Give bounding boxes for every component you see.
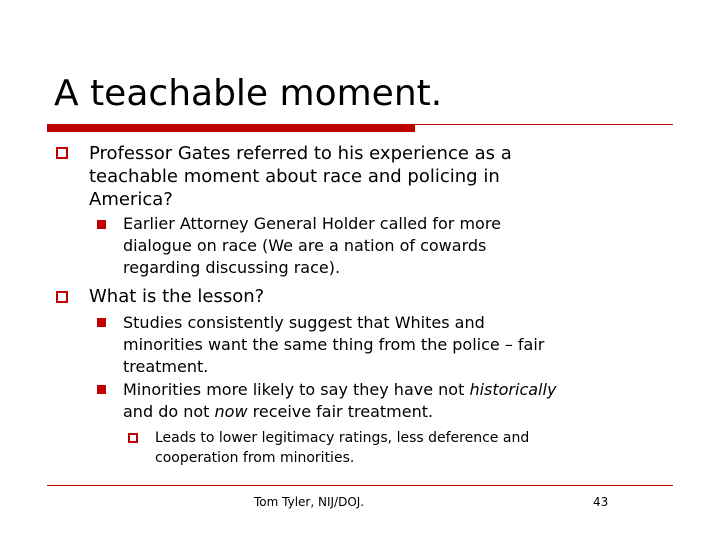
- filled-square-bullet-icon: [97, 220, 106, 229]
- bullet-1-line-3: America?: [89, 189, 173, 210]
- sub-bullet-3-line-2-text: and do not: [123, 402, 215, 421]
- footer-divider: [47, 485, 673, 486]
- sub-bullet-2-line-3: treatment.: [123, 357, 209, 376]
- sub-bullet-2-line-1: Studies consistently suggest that Whites and: [123, 313, 485, 332]
- sub-bullet-3-emphasis-historically: historically: [469, 380, 557, 399]
- hollow-square-bullet-icon: [128, 433, 138, 443]
- sub-bullet-1-line-1: Earlier Attorney General Holder called for more: [123, 214, 501, 233]
- hollow-square-bullet-icon: [56, 147, 68, 159]
- sub-bullet-3-line-1-text: Minorities more likely to say they have not: [123, 380, 470, 399]
- sub-bullet-1-line-3: regarding discussing race).: [123, 258, 341, 277]
- footer-credit: Tom Tyler, NIJ/DOJ.: [254, 495, 365, 509]
- sub-bullet-1-line-2: dialogue on race (We are a nation of cowards: [123, 236, 487, 255]
- filled-square-bullet-icon: [97, 385, 106, 394]
- page-number: 43: [593, 495, 609, 509]
- sub-bullet-3-line-2-tail: receive fair treatment.: [247, 402, 434, 421]
- sub-sub-bullet-line-2: cooperation from minorities.: [155, 450, 355, 466]
- bullet-1-line-1: Professor Gates referred to his experience as a: [89, 143, 512, 164]
- sub-bullet-3-emphasis-now: now: [214, 402, 248, 421]
- hollow-square-bullet-icon: [56, 291, 68, 303]
- title-underline-thick: [47, 124, 415, 132]
- title-underline-thin: [415, 124, 673, 125]
- bullet-2-line-1: What is the lesson?: [89, 286, 265, 307]
- filled-square-bullet-icon: [97, 318, 106, 327]
- sub-sub-bullet-line-1: Leads to lower legitimacy ratings, less deference and: [155, 430, 530, 446]
- sub-bullet-3-line-2: [123, 401, 433, 423]
- sub-bullet-2-line-2: minorities want the same thing from the police – fair: [123, 335, 545, 354]
- sub-bullet-3-line-1: [123, 379, 556, 401]
- bullet-1-line-2: teachable moment about race and policing in: [89, 166, 500, 187]
- slide-title: A teachable moment.: [54, 73, 443, 114]
